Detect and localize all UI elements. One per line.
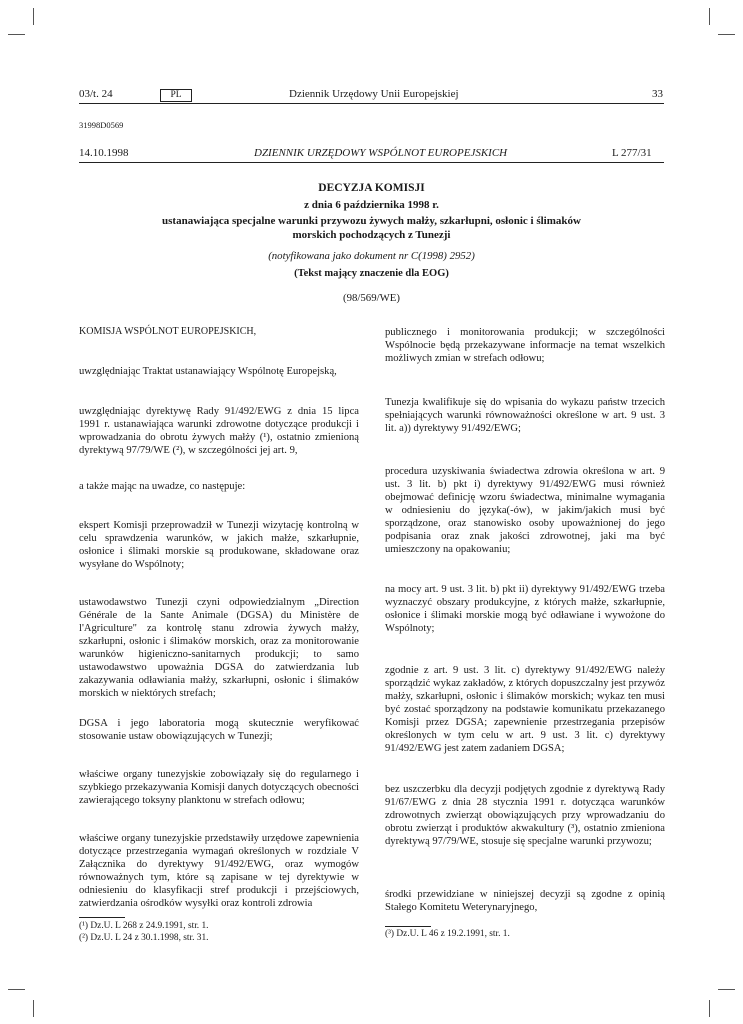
footnote-2: (²) Dz.U. L 24 z 30.1.1998, str. 31. <box>79 933 209 943</box>
crop-mark <box>33 8 34 25</box>
recital-6: Tunezja kwalifikuje się do wpisania do wykazu państw trzecich spełniających warunki równoważności określone w art. 9 ust. 3 lit. a)) dyrektywy 91/492/EWG; <box>385 397 665 434</box>
oj-header-rule <box>79 162 664 163</box>
crop-mark <box>718 34 735 35</box>
decision-date: z dnia 6 października 1998 r. <box>304 199 439 211</box>
footnote-1: (¹) Dz.U. L 268 z 24.9.1991, str. 1. <box>79 921 209 931</box>
recital-5-cont: publicznego i monitorowania produkcji; w szczególności Wspólnocie będą przekazywane informacje na temat wszelkich możliwych zmian w strefach odłowu; <box>385 327 665 364</box>
eea-relevance: (Tekst mający znaczenie dla EOG) <box>294 268 449 279</box>
recital-3: DGSA i jego laboratoria mogą skutecznie weryfikować stosowanie ustaw obowiązujących w Tunezji; <box>79 718 359 742</box>
recital-11: środki przewidziane w niniejszej decyzji są zgodne z opinią Stałego Komitetu Weterynaryjnego, <box>385 889 665 913</box>
notification-note: (notyfikowana jako dokument nr C(1998) 2952) <box>268 250 475 262</box>
volume-label: 03/t. 24 <box>79 88 113 100</box>
recital-2: ustawodawstwo Tunezji czyni odpowiedzialnym „Direction Générale de la Sante Animale (DGSA) du Ministère de l'Agriculture" za kontrolę stanu zdrowia żywych małży, szkarłupni, osłonic i ślimaków morskich, oraz za monitorowanie warunków higieniczno-sanitarnych produkcji; to samo ustawodawstwo upoważnia DGSA do zatwierdzania lub zakazywania odławiania małży, szkarłupni, osłonic i ślimaków morskich w niektórych strefach; <box>79 597 359 699</box>
crop-mark <box>718 989 735 990</box>
oj-date: 14.10.1998 <box>79 147 129 159</box>
recital-8: na mocy art. 9 ust. 3 lit. b) pkt ii) dyrektywy 91/492/EWG trzeba wyznaczyć obszary produkcyjne, z których małże, szkarłupnie, osłonice i ślimaki morskie mogą być odławiane i wywożone do Wspólnoty; <box>385 584 665 634</box>
crop-mark <box>8 989 25 990</box>
journal-title: Dziennik Urzędowy Unii Europejskiej <box>289 88 459 100</box>
recital-5: właściwe organy tunezyjskie przedstawiły urzędowe zapewnienia dotyczące przestrzegania wymagań określonych w rozdziale V Załącznika do dyrektywy 91/492/EWG, oraz wymogów równoważnych tym, które są zapisane w tej dyrektywie w odniesieniu do klasyfikacji stref produkcji i przejściowych, zatwierdzania ośrodków wysyłki oraz kontroli zdrowia <box>79 833 359 909</box>
header-rule <box>79 103 664 104</box>
oj-title: DZIENNIK URZĘDOWY WSPÓLNOT EUROPEJSKICH <box>254 147 508 159</box>
celex-number: 31998D0569 <box>79 120 124 130</box>
recital-10: bez uszczerbku dla decyzji podjętych zgodnie z dyrektywą Rady 91/67/EWG z dnia 28 stycznia 1991 r. dotycząca warunków zdrowotnych zwierząt obowiązujących przy wprowadzaniu do obrotu zwierząt i produktów akwakultury (³), ostatnio zmieniona dyrektywą 97/79/WE, stosuje się specjalne warunki przywozu; <box>385 784 665 847</box>
recital-7: procedura uzyskiwania świadectwa zdrowia określona w art. 9 ust. 3 lit. b) pkt i) dyrektywy 91/492/EWG musi również obejmować definicję wzoru świadectwa, minimalne wymagania w odniesieniu do języka(-ów), w jakim/jakich musi być sporządzone, oraz stanowisko osoby upoważnionej do jego podpisania oraz znak jakości zdrowotnej, jaki ma być umieszczony na opakowaniu; <box>385 466 665 555</box>
decision-number: (98/569/WE) <box>343 292 400 304</box>
decision-subject <box>79 214 664 242</box>
decision-subject-line: ustanawiająca specjalne warunki przywozu żywych małży, szkarłupni, osłonic i ślimaków <box>162 215 581 227</box>
footnote-rule <box>79 917 125 918</box>
preamble-directive: uwzględniając dyrektywę Rady 91/492/EWG z dnia 15 lipca 1991 r. ustanawiająca warunki zdrowotne dotyczące produkcji i wprowadzania do obrotu żywych małży (¹), ostatnio zmienioną dyrektywą 97/79/WE (²), w szczególności jej art. 9, <box>79 406 359 456</box>
recital-4: właściwe organy tunezyjskie zobowiązały się do regularnego i szybkiego przekazywania Komisji danych dotyczących obecności zawierającego toksyny planktonu w strefach odłowu; <box>79 769 359 806</box>
footnote-rule <box>385 926 431 927</box>
crop-mark <box>709 8 710 25</box>
preamble-commission: KOMISJA WSPÓLNOT EUROPEJSKICH, <box>79 326 257 337</box>
crop-mark <box>33 1000 34 1017</box>
oj-reference: L 277/31 <box>612 147 652 159</box>
page-number: 33 <box>652 88 663 100</box>
preamble-whereas: a także mając na uwadze, co następuje: <box>79 481 246 492</box>
recital-1: ekspert Komisji przeprowadził w Tunezji wizytację kontrolną w celu sprawdzenia warunków, w jakich małże, szkarłupnie, osłonice i ślimaki morskie są produkowane, składowane oraz wysyłane do Wspólnoty; <box>79 520 359 570</box>
decision-title: DECYZJA KOMISJI <box>318 182 425 194</box>
preamble-treaty: uwzględniając Traktat ustanawiający Wspólnotę Europejską, <box>79 366 337 377</box>
decision-subject-line: morskich pochodzących z Tunezji <box>292 229 451 241</box>
language-badge: PL <box>160 89 192 102</box>
crop-mark <box>709 1000 710 1017</box>
crop-mark <box>8 34 25 35</box>
footnote-3: (³) Dz.U. L 46 z 19.2.1991, str. 1. <box>385 929 510 939</box>
recital-9: zgodnie z art. 9 ust. 3 lit. c) dyrektywy 91/492/EWG należy sporządzić wykaz zakładów, z których dopuszczalny jest przywóz małży, szkarłupni, osłonic i ślimaków morskich; wykaz ten musi być zostać sporządzony na podstawie komunikatu przekazanego Komisji przez DGSA; zapewnienie przestrzegania przepisów określonych w tym celu w art. 9 ust. 3 lit. c) dyrektywy 91/492/EWG jest zatem zadaniem DGSA; <box>385 665 665 754</box>
